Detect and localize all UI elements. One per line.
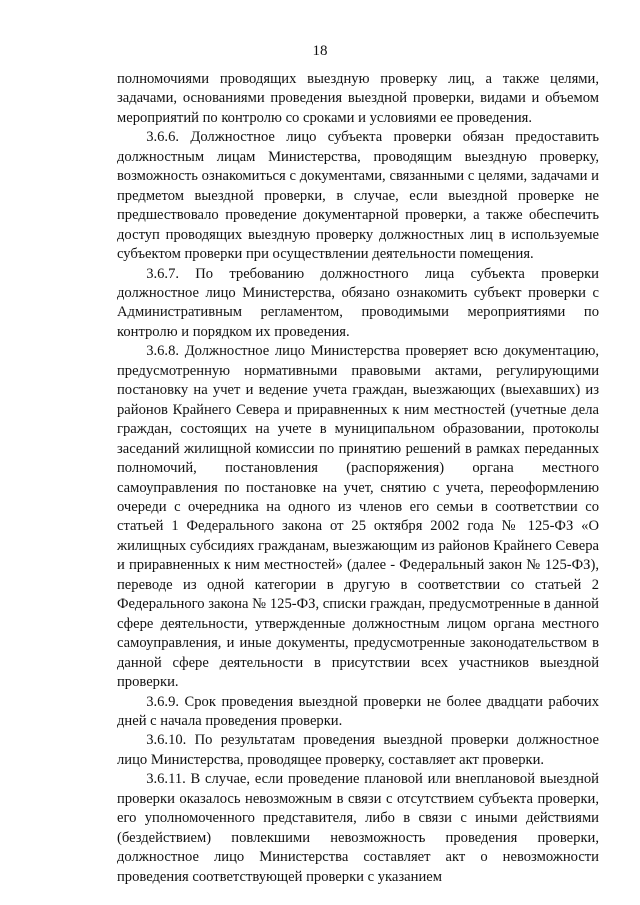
paragraph-continuation: полномочиями проводящих выездную проверку лиц, а также целями, задачами, основаниями проведения выездной проверки, видами и объемом мероприятий по контролю со сроками и условиями ее проведения. — [117, 71, 599, 126]
paragraph-3-6-8: 3.6.8. Должностное лицо Министерства проверяет всю документацию, предусмотренную нормативными правовыми актами, регулирующими постановку на учет и ведение учета граждан, выезжающих (выехавших) из районов Крайнего Севера и приравненных к ним местностей (учетные дела граждан, состоящих на учете в муниципальном образовании, протоколы заседаний жилищной комиссии по принятию решений в рамках переданных полномочий, постановления (распоряжения) органа местного самоуправления по постановке на учет, снятию с учета, переоформлению очереди с очередника на одного из членов его семьи в соответствии со статьей 1 Федерального закона от 25 октября 2002 года № 125-ФЗ «О жилищных субсидиях гражданам, выезжающим из районов Крайнего Севера и приравненных к ним местностей» (далее - Федеральный закон № 125-ФЗ), переводе из одной категории в другую в соответствии со статьей 2 Федерального закона № 125-ФЗ, списки граждан, предусмотренные в данной сфере деятельности, утвержденные должностным лицом органа местного самоуправления, и иные документы, предусмотренные законодательством в данной сфере деятельности в присутствии всех участников выездной проверки. — [117, 343, 599, 691]
document-body — [117, 70, 599, 887]
paragraph-3-6-7: 3.6.7. По требованию должностного лица субъекта проверки должностное лицо Министерства, обязано ознакомить субъект проверки с Административным регламентом, проводимыми мероприятиями по контролю и порядком их проведения. — [117, 265, 599, 340]
page-number: 18 — [312, 43, 328, 59]
paragraph-3-6-6: 3.6.6. Должностное лицо субъекта проверки обязан предоставить должностным лицам Министерства, проводящим выездную проверку, возможность ознакомиться с документами, связанными с целями, задачами и предметом выездной проверки, в случае, если выездной проверке не предшествовало проведение документарной проверки, а также обеспечить доступ проводящих выездную проверку должностных лиц в используемые субъектом проверки при осуществлении деятельности помещения. — [117, 129, 599, 263]
paragraph-3-6-10: 3.6.10. По результатам проведения выездной проверки должностное лицо Министерства, проводящее проверку, составляет акт проверки. — [117, 732, 599, 768]
paragraph-3-6-11: 3.6.11. В случае, если проведение плановой или внеплановой выездной проверки оказалось невозможным в связи с отсутствием субъекта проверки, его уполномоченного представителя, либо в связи с иными действиями (бездействием) повлекшими невозможность проведения проверки, должностное лицо Министерства составляет акт о невозможности проведения соответствующей проверки с указанием — [117, 771, 599, 885]
paragraph-3-6-9: 3.6.9. Срок проведения выездной проверки не более двадцати рабочих дней с начала проведения проверки. — [117, 693, 599, 729]
